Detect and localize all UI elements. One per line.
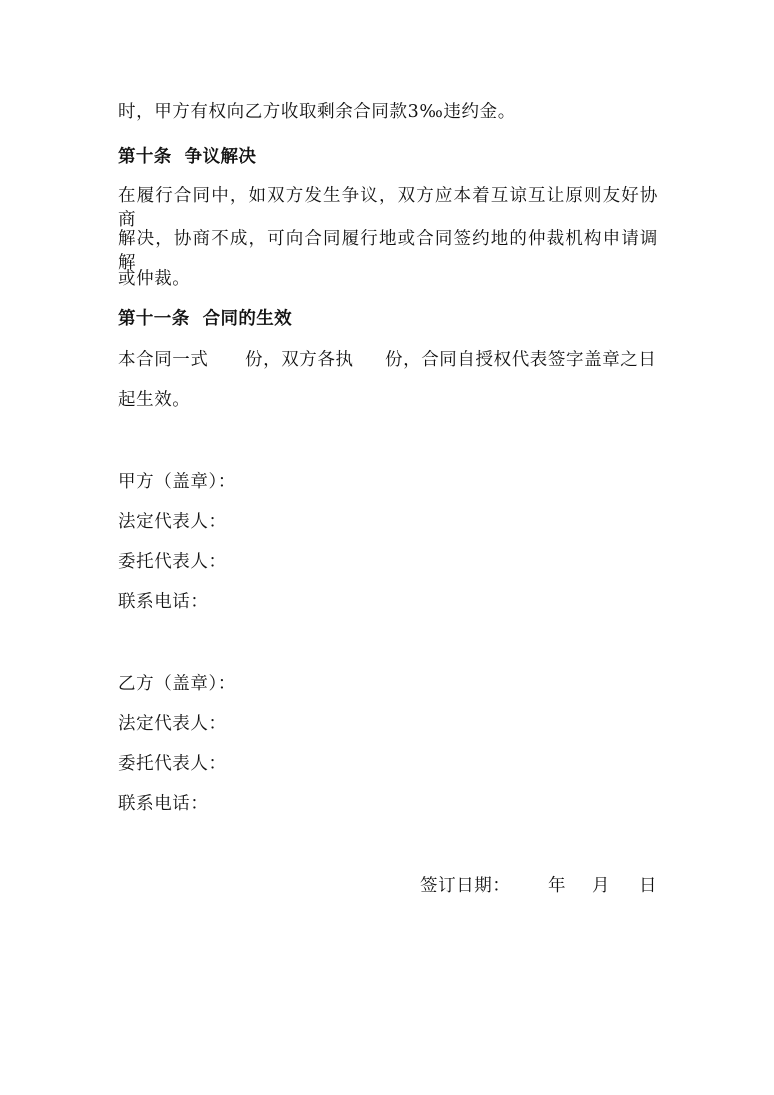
party-b-legal-rep-label: 法定代表人： <box>118 714 227 734</box>
article-11-heading: 第十一条 合同的生效 <box>118 309 293 329</box>
party-a-phone-label: 联系电话： <box>118 592 209 612</box>
sign-date-month: 月 <box>592 876 611 896</box>
party-a-seal-label: 甲方（盖章）： <box>118 472 236 492</box>
party-a-legal-rep-label: 法定代表人： <box>118 512 227 532</box>
article-11-segment-1: 本合同一式 <box>118 350 209 370</box>
article-10-line-2: 解决，协商不成，可向合同履行地或合同签约地的仲裁机构申请调解 <box>118 229 658 273</box>
party-b-agent-label: 委托代表人： <box>118 754 227 774</box>
party-b-seal-label: 乙方（盖章）： <box>118 674 236 694</box>
article-10-line-3: 或仲裁。 <box>118 269 191 289</box>
article-11-segment-2: 份，双方各执 <box>245 350 354 370</box>
article-11-segment-3: 份，合同自授权代表签字盖章之日 <box>385 350 657 370</box>
continuation-text: 时，甲方有权向乙方收取剩余合同款3‰违约金。 <box>118 102 516 122</box>
party-b-phone-label: 联系电话： <box>118 794 209 814</box>
sign-date-year: 年 <box>548 876 567 896</box>
sign-date-day: 日 <box>639 876 658 896</box>
article-10-line-1: 在履行合同中，如双方发生争议，双方应本着互谅互让原则友好协商 <box>118 186 658 230</box>
article-10-heading: 第十条 争议解决 <box>118 147 257 167</box>
party-a-agent-label: 委托代表人： <box>118 552 227 572</box>
article-11-line-2: 起生效。 <box>118 390 191 410</box>
sign-date-label: 签订日期： <box>420 876 511 896</box>
